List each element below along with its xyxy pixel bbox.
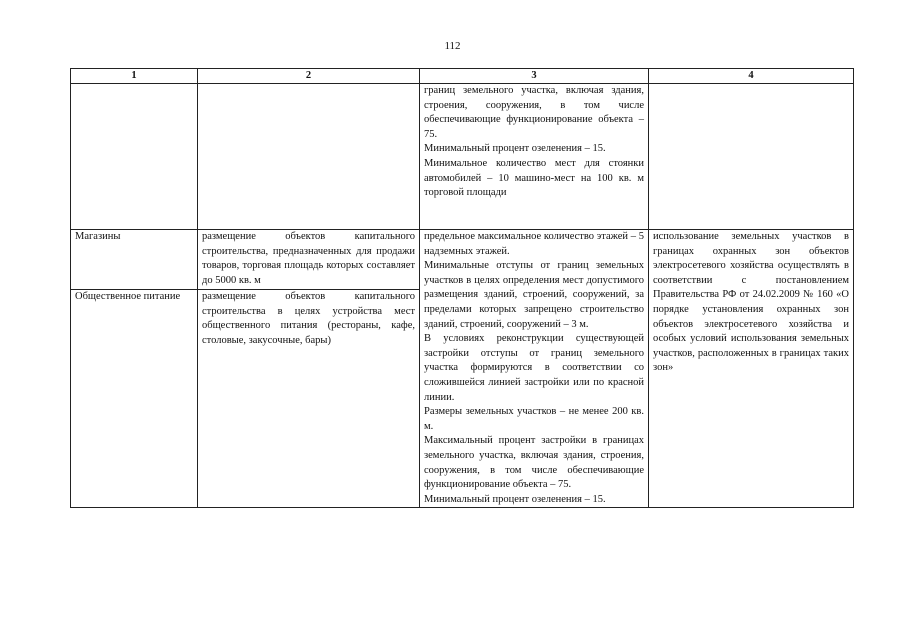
paragraph: Минимальное количество мест для стоянки автомобилей – 10 машино-мест на 100 кв. м торговой площади	[424, 157, 644, 199]
paragraph: В условиях реконструкции существующей застройки отступы от границ земельного участка формируются в соответствии со сложившейся линией застройки или по красной линии.	[424, 333, 644, 403]
cell-use-description: размещение объектов капитального строительства, предназначенных для продажи товаров, торговая площадь которых составляет до 5000 кв. м	[198, 230, 420, 290]
table-row	[71, 84, 854, 230]
cell-use-type: Магазины	[71, 230, 198, 290]
cell-restrictions: использование земельных участков в границах охранных зон объектов электросетевого хозяйства осуществлять в соответствии с постановлением Правительства РФ от 24.02.2009 № 160 «О порядке установления охранных зон объектов электросетевого хозяйства и особых условий использования земельных участков, расположенных в границах таких зон»	[649, 230, 854, 508]
cell-empty	[198, 84, 420, 230]
paragraph: Минимальные отступы от границ земельных участков в целях определения мест допустимого размещения зданий, строений, сооружений, за пределами которых запрещено строительство зданий, строений, сооружений – 3 м.	[424, 260, 644, 330]
paragraph: Максимальный процент застройки в границах земельного участка, включая здания, строения, сооружения, в том числе обеспечивающие функционирование объекта – 75.	[424, 435, 644, 491]
cell-use-description: размещение объектов капитального строительства в целях устройства мест общественного питания (рестораны, кафе, столовые, закусочные, бары)	[198, 290, 420, 508]
paragraph: границ земельного участка, включая здания, строения, сооружения, в том числе обеспечивающие функционирование объекта – 75.	[424, 85, 644, 140]
paragraph: Размеры земельных участков – не менее 200 кв. м.	[424, 406, 644, 432]
header-col-1: 1	[71, 69, 198, 84]
cell-continued-parameters	[420, 84, 649, 230]
header-col-2: 2	[198, 69, 420, 84]
cell-use-type: Общественное питание	[71, 290, 198, 508]
cell-empty	[71, 84, 198, 230]
header-col-4: 4	[649, 69, 854, 84]
page-number: 112	[444, 40, 461, 52]
table-row	[71, 230, 854, 290]
header-col-3: 3	[420, 69, 649, 84]
header-row	[71, 69, 854, 84]
cell-parameters	[420, 230, 649, 508]
paragraph: Минимальный процент озеленения – 15.	[424, 143, 606, 155]
cell-empty	[649, 84, 854, 230]
regulations-table	[70, 68, 854, 508]
paragraph: предельное максимальное количество этажей – 5 надземных этажей.	[424, 231, 644, 257]
paragraph: Минимальный процент озеленения – 15.	[424, 493, 606, 505]
